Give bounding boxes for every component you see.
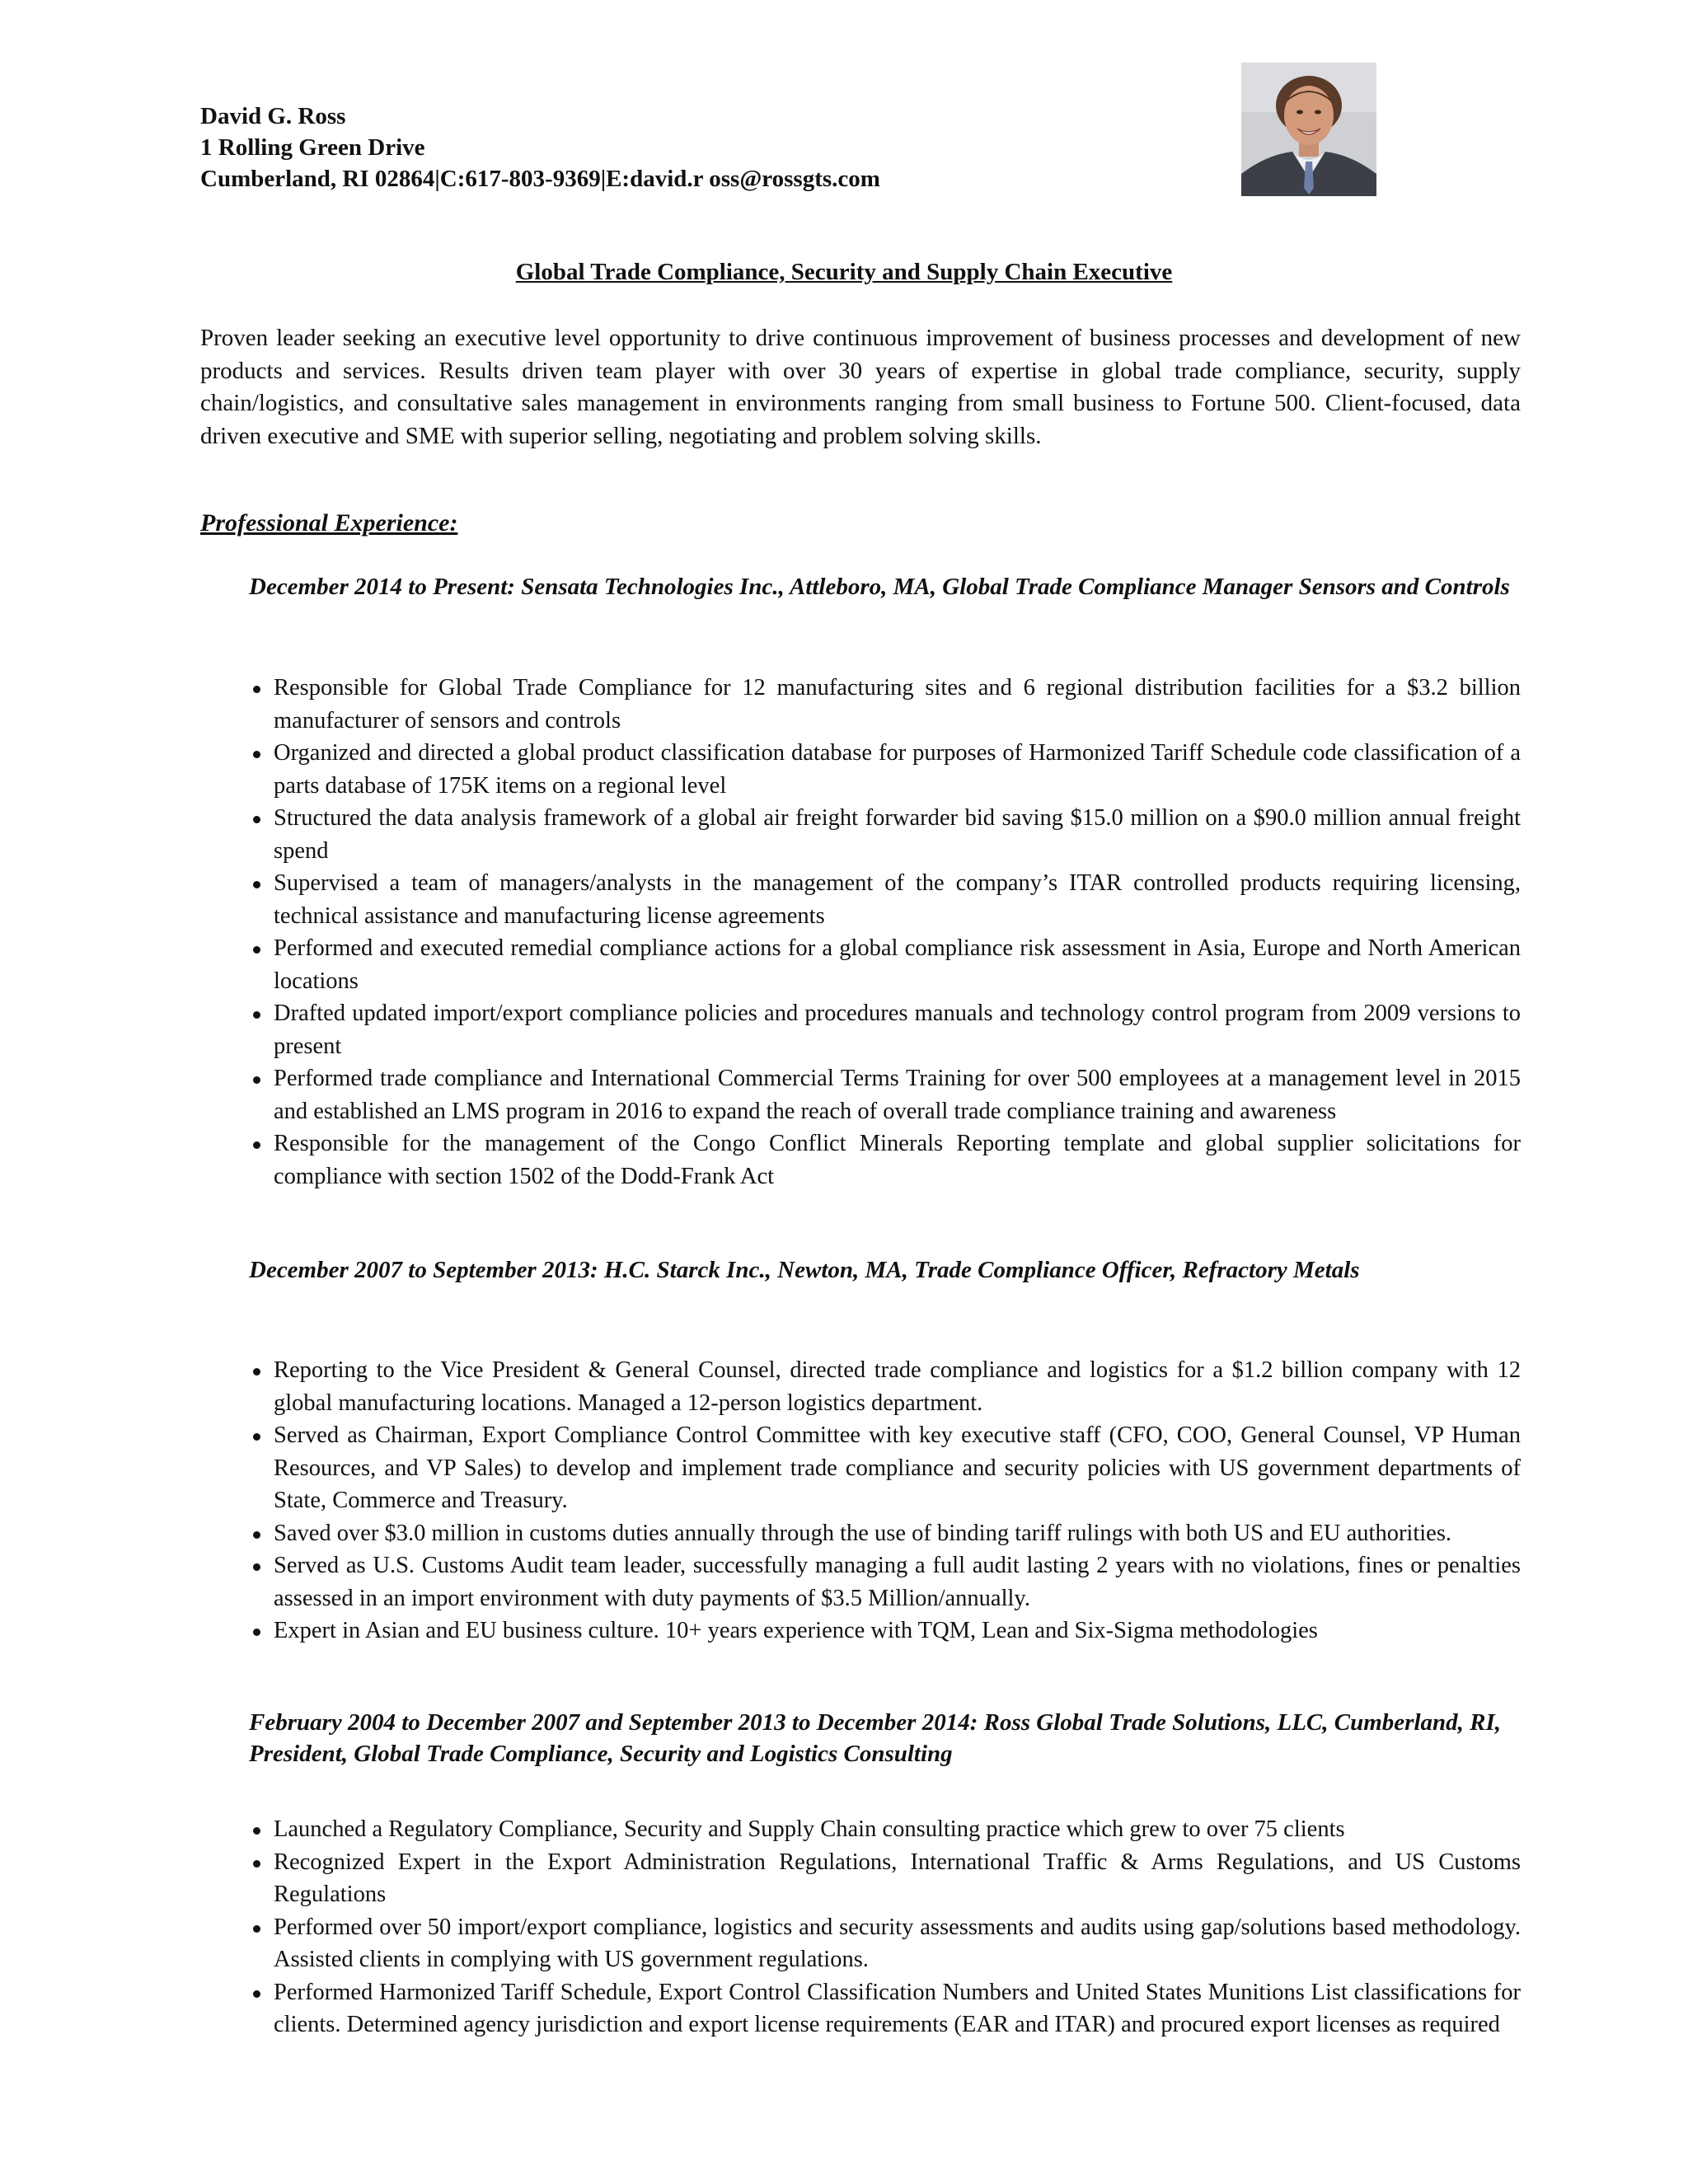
list-item: Organized and directed a global product classification database for purposes of Harmonized Tariff Schedule code classification of a parts database of 175K items on a regional level bbox=[249, 737, 1521, 802]
section-heading-experience: Professional Experience: bbox=[200, 509, 458, 537]
job-bullet-list bbox=[249, 1813, 1521, 2041]
list-item: Performed over 50 import/export compliance, logistics and security assessments and audits using gap/solutions based methodology. Assisted clients in complying with US government regulations. bbox=[249, 1911, 1521, 1976]
contact-header bbox=[200, 101, 1107, 194]
list-item: Responsible for Global Trade Compliance for 12 manufacturing sites and 6 regional distribution facilities for a $3.2 billion manufacturer of sensors and controls bbox=[249, 672, 1521, 737]
street-address: 1 Rolling Green Drive bbox=[200, 134, 425, 161]
headline-title: Global Trade Compliance, Security and Supply Chain Executive bbox=[515, 259, 1173, 285]
list-item: Performed Harmonized Tariff Schedule, Export Control Classification Numbers and United States Munitions List classifications for clients. Determined agency jurisdiction and export license requirements (EAR and ITAR) and procured export licenses as required bbox=[249, 1976, 1521, 2041]
list-item: Reporting to the Vice President & General Counsel, directed trade compliance and logistics for a $1.2 billion company with 12 global manufacturing locations. Managed a 12-person logistics department. bbox=[249, 1354, 1521, 1419]
list-item: Performed and executed remedial compliance actions for a global compliance risk assessment in Asia, Europe and North American locations bbox=[249, 932, 1521, 997]
list-item: Performed trade compliance and International Commercial Terms Training for over 500 employees at a management level in 2015 and established an LMS program in 2016 to expand the reach of overall trade compliance training and awareness bbox=[249, 1062, 1521, 1127]
portrait-image bbox=[1241, 63, 1376, 196]
job-heading: December 2007 to September 2013: H.C. Starck Inc., Newton, MA, Trade Compliance Officer, Refractory Metals bbox=[249, 1257, 1360, 1283]
list-item: Expert in Asian and EU business culture. 10+ years experience with TQM, Lean and Six-Sigma methodologies bbox=[249, 1615, 1521, 1647]
job-bullet-list bbox=[249, 1354, 1521, 1647]
list-item: Responsible for the management of the Congo Conflict Minerals Reporting template and global supplier solicitations for compliance with section 1502 of the Dodd-Frank Act bbox=[249, 1127, 1521, 1193]
job-bullet-list bbox=[249, 672, 1521, 1193]
portrait-photo bbox=[1241, 63, 1376, 196]
summary-paragraph: Proven leader seeking an executive level opportunity to drive continuous improvement of business processes and development of new products and services. Results driven team player with over 30 years of expertise in global trade compliance, security, supply chain/logistics, and consultative sales management in environments ranging from small business to Fortune 500. Client-focused, data driven executive and SME with superior selling, negotiating and problem solving skills. bbox=[200, 325, 1521, 449]
list-item: Served as U.S. Customs Audit team leader, successfully managing a full audit lasting 2 years with no violations, fines or penalties assessed in an import environment with duty payments of $3.5 Million/annually. bbox=[249, 1549, 1521, 1615]
contact-line: Cumberland, RI 02864|C:617-803-9369|E:david.r oss@rossgts.com bbox=[200, 166, 880, 192]
job-heading: February 2004 to December 2007 and September 2013 to December 2014: Ross Global Trade Solutions, LLC, Cumberland, RI, President, Global Trade Compliance, Security and Logistics Consulting bbox=[249, 1709, 1502, 1767]
list-item: Drafted updated import/export compliance policies and procedures manuals and technology control program from 2009 versions to present bbox=[249, 997, 1521, 1062]
list-item: Served as Chairman, Export Compliance Control Committee with key executive staff (CFO, COO, General Counsel, VP Human Resources, and VP Sales) to develop and implement trade compliance and security policies with US government departments of State, Commerce and Treasury. bbox=[249, 1419, 1521, 1517]
list-item: Saved over $3.0 million in customs duties annually through the use of binding tariff rulings with both US and EU authorities. bbox=[249, 1517, 1521, 1550]
list-item: Structured the data analysis framework of a global air freight forwarder bid saving $15.0 million on a $90.0 million annual freight spend bbox=[249, 802, 1521, 867]
list-item: Launched a Regulatory Compliance, Security and Supply Chain consulting practice which grew to over 75 clients bbox=[249, 1813, 1521, 1846]
list-item: Supervised a team of managers/analysts in the management of the company’s ITAR controlled products requiring licensing, technical assistance and manufacturing license agreements bbox=[249, 867, 1521, 932]
job-heading: December 2014 to Present: Sensata Technologies Inc., Attleboro, MA, Global Trade Compliance Manager Sensors and Controls bbox=[249, 574, 1510, 600]
candidate-name: David G. Ross bbox=[200, 103, 346, 129]
list-item: Recognized Expert in the Export Administration Regulations, International Traffic & Arms Regulations, and US Customs Regulations bbox=[249, 1846, 1521, 1911]
